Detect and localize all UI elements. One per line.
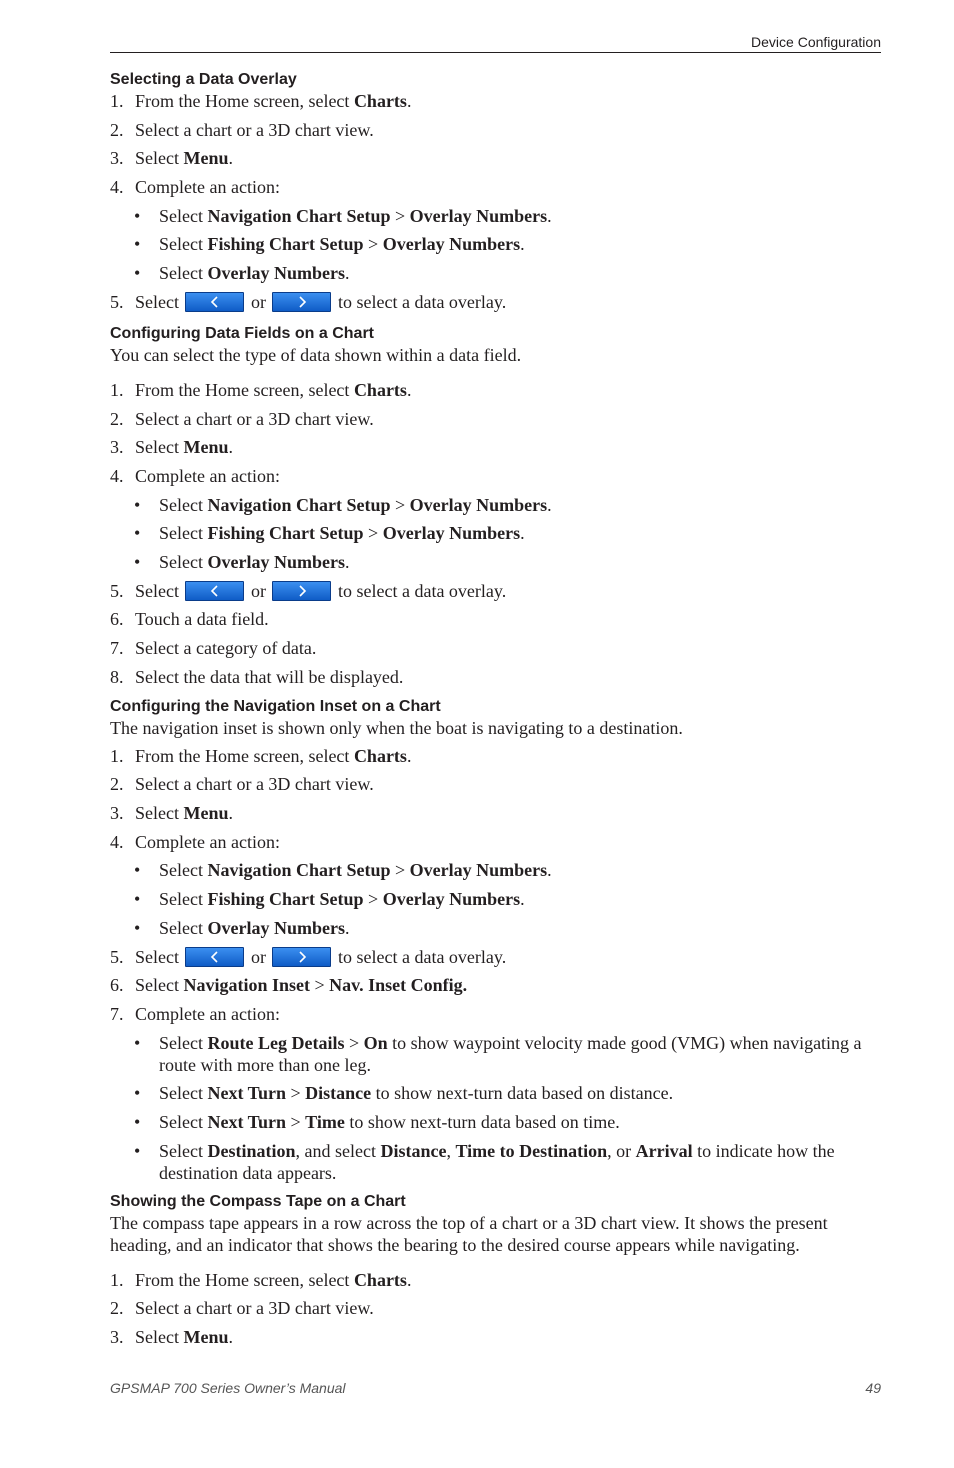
- chevron-right-icon: [297, 585, 307, 597]
- step-bold: Charts: [353, 745, 407, 766]
- section-title: Configuring the Navigation Inset on a Chart: [110, 697, 441, 715]
- step-number: 6.: [110, 609, 124, 630]
- bullet-dot: •: [134, 263, 141, 284]
- step-number: 3.: [110, 803, 124, 824]
- step-text: Complete an action:: [135, 465, 280, 486]
- bullet-bold: Navigation Chart Setup: [207, 205, 391, 226]
- section-title: Selecting a Data Overlay: [110, 71, 297, 88]
- step-item: [110, 379, 881, 401]
- or-text: or: [250, 291, 266, 312]
- bullet-bold: Arrival: [635, 1140, 693, 1161]
- step-text: Complete an action:: [135, 831, 280, 852]
- step-bold: Charts: [353, 1269, 407, 1290]
- step-text: Select a chart or a 3D chart view.: [135, 408, 374, 429]
- bullet-text-end: .: [520, 234, 525, 255]
- page-header: [110, 32, 881, 53]
- bullet-bold: Overlay Numbers: [382, 234, 521, 255]
- bullet-separator: ,: [446, 1140, 456, 1161]
- next-button[interactable]: [272, 947, 331, 967]
- step-item: [110, 773, 881, 795]
- bullet-bold: Fishing Chart Setup: [207, 523, 364, 544]
- step-item: [110, 946, 881, 968]
- bullet-item: [110, 859, 881, 881]
- bullet-separator: >: [390, 205, 410, 226]
- step-text-end: to select a data overlay.: [337, 946, 507, 967]
- step-number: 1.: [110, 1269, 124, 1290]
- bullet-dot: •: [134, 551, 141, 572]
- step-number: 2.: [110, 408, 124, 429]
- bullet-item: [110, 205, 881, 227]
- bullet-dot: •: [134, 917, 141, 938]
- bullet-item: [110, 1140, 881, 1184]
- next-button[interactable]: [272, 292, 331, 312]
- bullet-text-end: to indicate how the destination data appears.: [159, 1140, 835, 1183]
- bullet-separator: >: [363, 523, 383, 544]
- step-item: [110, 291, 881, 313]
- bullet-bold: Overlay Numbers: [409, 494, 548, 515]
- step-bold: Menu: [183, 1327, 229, 1347]
- step-bold: Charts: [353, 91, 407, 111]
- step-item: [110, 465, 881, 487]
- step-item: [110, 90, 881, 112]
- step-separator: >: [310, 975, 330, 996]
- bullet-text: Select: [159, 205, 208, 226]
- section-intro: The navigation inset is shown only when the boat is navigating to a destination.: [110, 717, 683, 738]
- bullet-bold: Navigation Chart Setup: [207, 494, 391, 515]
- step-number: 5.: [110, 946, 124, 967]
- step-text: Select a chart or a 3D chart view.: [135, 119, 374, 140]
- step-bold: Nav. Inset Config.: [329, 975, 468, 996]
- previous-button[interactable]: [185, 292, 244, 312]
- step-number: 2.: [110, 774, 124, 795]
- bullet-text: Select: [159, 1140, 208, 1161]
- step-number: 1.: [110, 379, 124, 400]
- bullet-dot: •: [134, 1111, 141, 1132]
- bullet-bold: Overlay Numbers: [409, 860, 548, 881]
- bullet-item: [110, 1032, 881, 1076]
- step-text: From the Home screen, select: [135, 1269, 354, 1290]
- bullet-dot: •: [134, 1032, 141, 1053]
- bullet-separator: , or: [607, 1140, 636, 1161]
- step-item: [110, 408, 881, 430]
- step-item: [110, 802, 881, 824]
- bullet-dot: •: [134, 523, 141, 544]
- bullet-item: [110, 917, 881, 939]
- bullet-item: [110, 1111, 881, 1133]
- step-text: From the Home screen, select: [135, 91, 354, 111]
- step-item: [110, 1297, 881, 1319]
- step-text-end: .: [406, 91, 412, 111]
- bullet-text-end: .: [520, 523, 525, 544]
- section-showing-compass-tape: [110, 1192, 881, 1348]
- step-text: Select: [135, 580, 179, 601]
- bullet-text: Select: [159, 551, 208, 572]
- bullet-text-end: .: [547, 494, 552, 515]
- bullet-text: Select: [159, 494, 208, 515]
- step-text: From the Home screen, select: [135, 379, 354, 400]
- step-text: From the Home screen, select: [135, 745, 354, 766]
- bullet-text-end: .: [547, 205, 552, 226]
- step-item: [110, 608, 881, 630]
- bullet-text-end: .: [344, 917, 350, 938]
- step-item: [110, 974, 881, 996]
- bullet-bold: Time: [305, 1111, 345, 1132]
- previous-button[interactable]: [185, 947, 244, 967]
- bullet-bold: Destination: [207, 1140, 296, 1161]
- step-number: 4.: [110, 831, 124, 852]
- step-bold: Menu: [183, 803, 229, 824]
- step-text: Complete an action:: [135, 1003, 280, 1024]
- bullet-dot: •: [134, 1083, 141, 1104]
- step-item: [110, 147, 881, 169]
- bullet-bold: Distance: [305, 1083, 372, 1104]
- step-item: [110, 831, 881, 853]
- step-item: [110, 176, 881, 198]
- step-text: Select a chart or a 3D chart view.: [135, 774, 374, 795]
- bullet-text-end: to show next-turn data based on distance.: [371, 1083, 674, 1104]
- step-number: 8.: [110, 666, 124, 687]
- step-bold: Charts: [353, 379, 407, 400]
- step-text-end: .: [406, 1269, 412, 1290]
- step-text: Select: [135, 437, 184, 458]
- bullet-item: [110, 233, 881, 255]
- step-bold: Navigation Inset: [183, 975, 310, 996]
- step-number: 4.: [110, 177, 124, 198]
- step-number: 3.: [110, 1327, 124, 1347]
- section-title: Showing the Compass Tape on a Chart: [110, 1192, 406, 1210]
- bullet-separator: >: [390, 494, 410, 515]
- bullet-text: Select: [159, 234, 208, 255]
- bullet-bold: Overlay Numbers: [382, 523, 521, 544]
- step-bold: Menu: [183, 437, 229, 458]
- bullet-text: Select: [159, 523, 208, 544]
- bullet-item: [110, 522, 881, 544]
- step-number: 5.: [110, 580, 124, 601]
- step-text: Select the data that will be displayed.: [135, 666, 404, 687]
- step-number: 7.: [110, 638, 124, 658]
- bullet-dot: •: [134, 889, 141, 910]
- step-text-end: .: [228, 437, 233, 458]
- step-text: Touch a data field.: [135, 609, 269, 630]
- step-item: [110, 119, 881, 141]
- bullet-text: Select: [159, 1032, 208, 1053]
- footer-manual-title: GPSMAP 700 Series Owner’s Manual: [110, 1380, 346, 1396]
- step-item: [110, 637, 881, 659]
- bullet-text-end: to show waypoint velocity made good (VMG) when navigating a route with more than one leg.: [159, 1032, 862, 1075]
- bullet-bold: Overlay Numbers: [207, 551, 345, 572]
- chevron-left-icon: [210, 296, 220, 308]
- header-title: Device Configuration: [751, 34, 881, 50]
- step-text: Select a chart or a 3D chart view.: [135, 1298, 374, 1319]
- step-text: Select a category of data.: [135, 638, 317, 658]
- bullet-bold: Fishing Chart Setup: [207, 234, 364, 255]
- step-item: [110, 1269, 881, 1291]
- bullet-text: Select: [159, 1083, 208, 1104]
- bullet-text: Select: [159, 860, 208, 881]
- bullet-bold: Overlay Numbers: [207, 263, 345, 284]
- bullet-bold: Fishing Chart Setup: [207, 889, 364, 910]
- bullet-separator: >: [390, 860, 410, 881]
- section-intro: The compass tape appears in a row across the top of a chart or a 3D chart view. It shows the present heading, and an indicator that shows the bearing to the desired course appears while navigating.: [110, 1212, 828, 1255]
- bullet-bold: Route Leg Details: [207, 1032, 345, 1053]
- bullet-text: Select: [159, 263, 208, 284]
- bullet-bold: Overlay Numbers: [409, 205, 548, 226]
- bullet-dot: •: [134, 860, 141, 881]
- bullet-text: Select: [159, 917, 208, 938]
- bullet-dot: •: [134, 205, 141, 226]
- bullet-dot: •: [134, 1140, 141, 1161]
- previous-button[interactable]: [185, 581, 244, 601]
- step-item: [110, 1326, 881, 1348]
- step-number: 3.: [110, 148, 124, 169]
- step-text: Select: [135, 1327, 184, 1347]
- bullet-item: [110, 888, 881, 910]
- section-configuring-data-fields: [110, 324, 881, 688]
- section-intro: You can select the type of data shown within a data field.: [110, 344, 522, 365]
- step-number: 1.: [110, 745, 124, 766]
- bullet-text-end: .: [344, 263, 350, 284]
- step-number: 3.: [110, 437, 124, 458]
- bullet-separator: >: [344, 1032, 364, 1053]
- step-number: 7.: [110, 1003, 124, 1024]
- step-text: Select: [135, 148, 184, 169]
- step-text-end: .: [406, 745, 412, 766]
- page-content: [110, 70, 881, 1356]
- bullet-bold: Time to Destination: [455, 1140, 608, 1161]
- step-text: Select: [135, 946, 179, 967]
- bullet-bold: Next Turn: [207, 1083, 287, 1104]
- section-configuring-navigation-inset: [110, 697, 881, 1184]
- bullet-bold: Navigation Chart Setup: [207, 860, 391, 881]
- step-number: 2.: [110, 1298, 124, 1319]
- bullet-item: [110, 1082, 881, 1104]
- step-text-end: to select a data overlay.: [337, 580, 507, 601]
- step-number: 5.: [110, 291, 124, 312]
- next-button[interactable]: [272, 581, 331, 601]
- step-text-end: .: [228, 148, 233, 169]
- bullet-bold: Next Turn: [207, 1111, 287, 1132]
- step-item: [110, 436, 881, 458]
- bullet-item: [110, 262, 881, 284]
- step-text-end: .: [228, 803, 233, 824]
- step-text: Select: [135, 803, 184, 824]
- step-text-end: to select a data overlay.: [337, 291, 507, 312]
- bullet-bold: Overlay Numbers: [382, 889, 521, 910]
- step-text-end: .: [228, 1327, 233, 1347]
- step-number: 6.: [110, 975, 124, 996]
- step-bold: Menu: [183, 148, 229, 169]
- step-text: Complete an action:: [135, 177, 280, 198]
- step-number: 4.: [110, 465, 124, 486]
- step-text-end: .: [406, 379, 412, 400]
- bullet-text: Select: [159, 889, 208, 910]
- or-text: or: [250, 580, 266, 601]
- bullet-separator: , and select: [295, 1140, 381, 1161]
- footer-page-number: 49: [865, 1380, 881, 1396]
- bullet-text-end: .: [547, 860, 552, 881]
- bullet-separator: >: [286, 1083, 306, 1104]
- step-number: 2.: [110, 119, 124, 140]
- bullet-item: [110, 494, 881, 516]
- or-text: or: [250, 946, 266, 967]
- step-item: [110, 580, 881, 602]
- bullet-separator: >: [363, 234, 383, 255]
- step-number: 1.: [110, 91, 124, 111]
- bullet-bold: On: [363, 1032, 388, 1053]
- step-item: [110, 1003, 881, 1025]
- bullet-dot: •: [134, 234, 141, 255]
- section-title: Configuring Data Fields on a Chart: [110, 324, 375, 342]
- step-item: [110, 745, 881, 767]
- bullet-separator: >: [363, 889, 383, 910]
- bullet-bold: Overlay Numbers: [207, 917, 345, 938]
- bullet-item: [110, 551, 881, 573]
- chevron-right-icon: [297, 296, 307, 308]
- step-item: [110, 666, 881, 688]
- bullet-text-end: .: [344, 551, 350, 572]
- chevron-right-icon: [297, 951, 307, 963]
- chevron-left-icon: [210, 585, 220, 597]
- step-text: Select: [135, 975, 184, 996]
- bullet-separator: >: [286, 1111, 306, 1132]
- bullet-text: Select: [159, 1111, 208, 1132]
- bullet-bold: Distance: [380, 1140, 447, 1161]
- bullet-dot: •: [134, 494, 141, 515]
- bullet-text-end: .: [520, 889, 525, 910]
- bullet-text-end: to show next-turn data based on time.: [344, 1111, 620, 1132]
- section-selecting-data-overlay: [110, 70, 881, 313]
- chevron-left-icon: [210, 951, 220, 963]
- step-text: Select: [135, 291, 179, 312]
